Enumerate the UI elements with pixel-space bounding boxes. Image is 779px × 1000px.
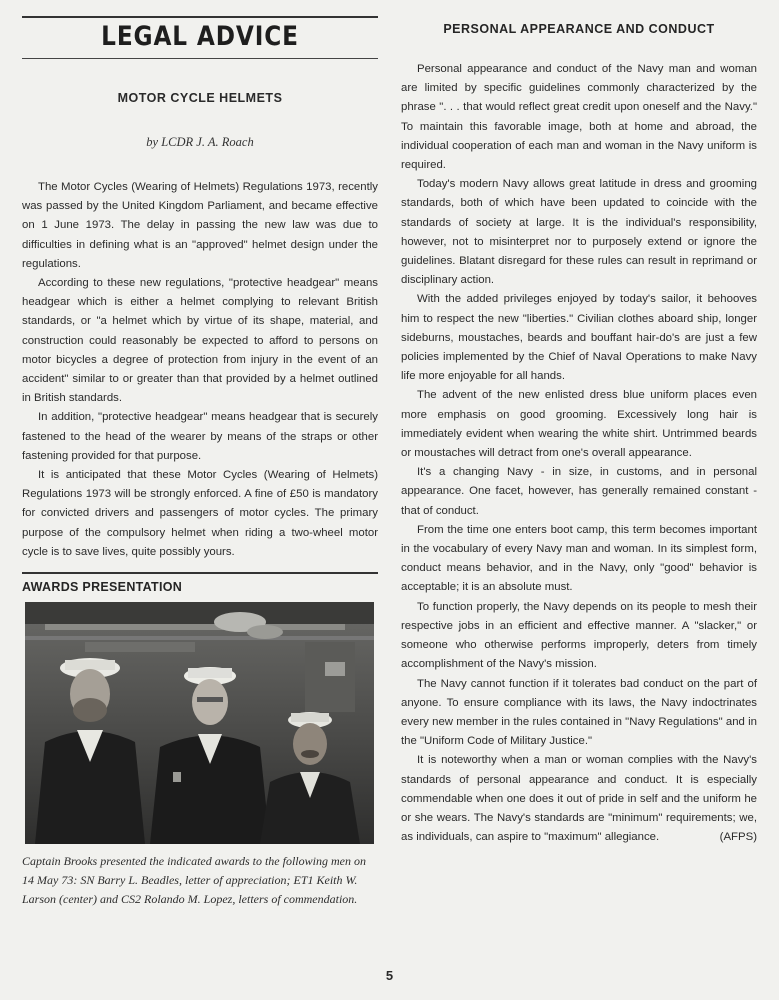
conduct-source: (AFPS) [719, 831, 757, 844]
conduct-paragraph: From the time one enters boot camp, this term becomes important in the vocabulary of every Navy man and woman. In its simplest form, conduct means behavior, and in the Navy, only "good" behavior is acceptable; it is an absolute must. [401, 523, 757, 594]
conduct-paragraph: The Navy cannot function if it tolerates bad conduct on the part of anyone. To ensure compliance with its laws, the Navy indoctrinates every new member in the rules contained in "Navy Regulations" and in the "Uniform Code of Military Justice." [401, 677, 757, 748]
helmets-paragraph: It is anticipated that these Motor Cycles (Wearing of Helmets) Regulations 1973 will be strongly enforced. A fine of £50 is mandatory for convicted drivers and passengers of motor cycles. The primary purpose of the compulsory helmet when riding a two-wheel motor cycle is to save lives, quite possibly yours. [22, 469, 378, 558]
awards-photo [25, 602, 374, 844]
awards-photo-illustration [25, 602, 374, 844]
masthead-title: LEGAL ADVICE [101, 21, 299, 52]
conduct-paragraph: It's a changing Navy - in size, in customs, and in personal appearance. One facet, however, has generally remained constant - that of conduct. [401, 466, 757, 517]
left-column [22, 16, 378, 909]
awards-caption: Captain Brooks presented the indicated awards to the following men on 14 May 73: SN Barry L. Beadles, letter of appreciation; ET1 Keith W. Larson (center) and CS2 Rolando M. Lopez, letters of commendation. [22, 854, 366, 907]
conduct-last-text: It is noteworthy when a man or woman complies with the Navy's standards of personal appearance and conduct. It is especially commendable when one does it out of pride in self and the uniform he or she wears. The Navy's standards are "minimum" requirements; we, as individuals, can aspire to "maximum" allegiance. [401, 754, 757, 844]
conduct-article [401, 60, 757, 847]
helmets-article [22, 178, 378, 562]
page-number: 5 [385, 968, 394, 983]
helmets-paragraph: According to these new regulations, "protective headgear" means headgear which is either a helmet complying to relevant British standards, or "a helmet which by virtue of its shape, material, and construction could reasonably be expected to afford to persons on motor bicycles a degree of protection from injury in the event of an accident" similar to or greater than that provided by a helmet outlined in British standards. [22, 277, 378, 405]
conduct-paragraph: With the added privileges enjoyed by today's sailor, it behooves him to respect the new "liberties." Civilian clothes aboard ship, longer sideburns, moustaches, beards and bouffant hair-do's are just a few policies implemented by the Chief of Naval Operations to make Navy life more enjoyable for all hands. [401, 293, 757, 383]
helmets-byline: by LCDR J. A. Roach [146, 135, 254, 149]
conduct-paragraph: To function properly, the Navy depends on its people to mesh their respective jobs in an efficient and effective manner. A "slacker," or someone who otherwise performs improperly, deters from timely accomplishment of the Navy's mission. [401, 600, 757, 671]
right-column [401, 16, 757, 847]
conduct-paragraph: The advent of the new enlisted dress blue uniform places even more emphasis on good grooming. Excessively long hair is immediately evident when wearing the white shirt. Untrimmed beards or moustaches will detract from one's overall appearance. [401, 389, 757, 460]
awards-top-rule [22, 572, 378, 574]
conduct-paragraph: Today's modern Navy allows great latitude in dress and grooming standards, both of which have been updated to coincide with the standards of society at large. It is the individual's responsibility, however, not to misinterpret nor to purposely extend or ignore the guidelines. Blatant disregard for these rules can result in reprimand or disciplinary action. [401, 178, 757, 287]
helmets-headline: MOTOR CYCLE HELMETS [117, 91, 283, 105]
conduct-paragraph: Personal appearance and conduct of the Navy man and woman are limited by specific guidelines commonly characterized by the phrase ". . . that would reflect great credit upon oneself and the Navy." To maintain this favorable image, both at home and abroad, the individual cooperation of each man and woman in the Navy uniform is required. [401, 63, 757, 172]
awards-headline: AWARDS PRESENTATION [22, 580, 183, 595]
masthead-top-rule [22, 16, 378, 18]
helmets-paragraph: In addition, "protective headgear" means headgear that is securely fastened to the head of the wearer by means of the straps or other fastening provided for that purpose. [22, 411, 378, 462]
helmets-paragraph: The Motor Cycles (Wearing of Helmets) Regulations 1973, recently was passed by the United Kingdom Parliament, and became effective on 1 June 1973. The delay in passing the new law was due to difficulties in defining what is an "approved" helmet design under the regulations. [22, 181, 378, 270]
conduct-paragraph-last [401, 751, 757, 847]
masthead-bottom-rule [22, 58, 378, 59]
conduct-headline: PERSONAL APPEARANCE AND CONDUCT [443, 22, 715, 36]
